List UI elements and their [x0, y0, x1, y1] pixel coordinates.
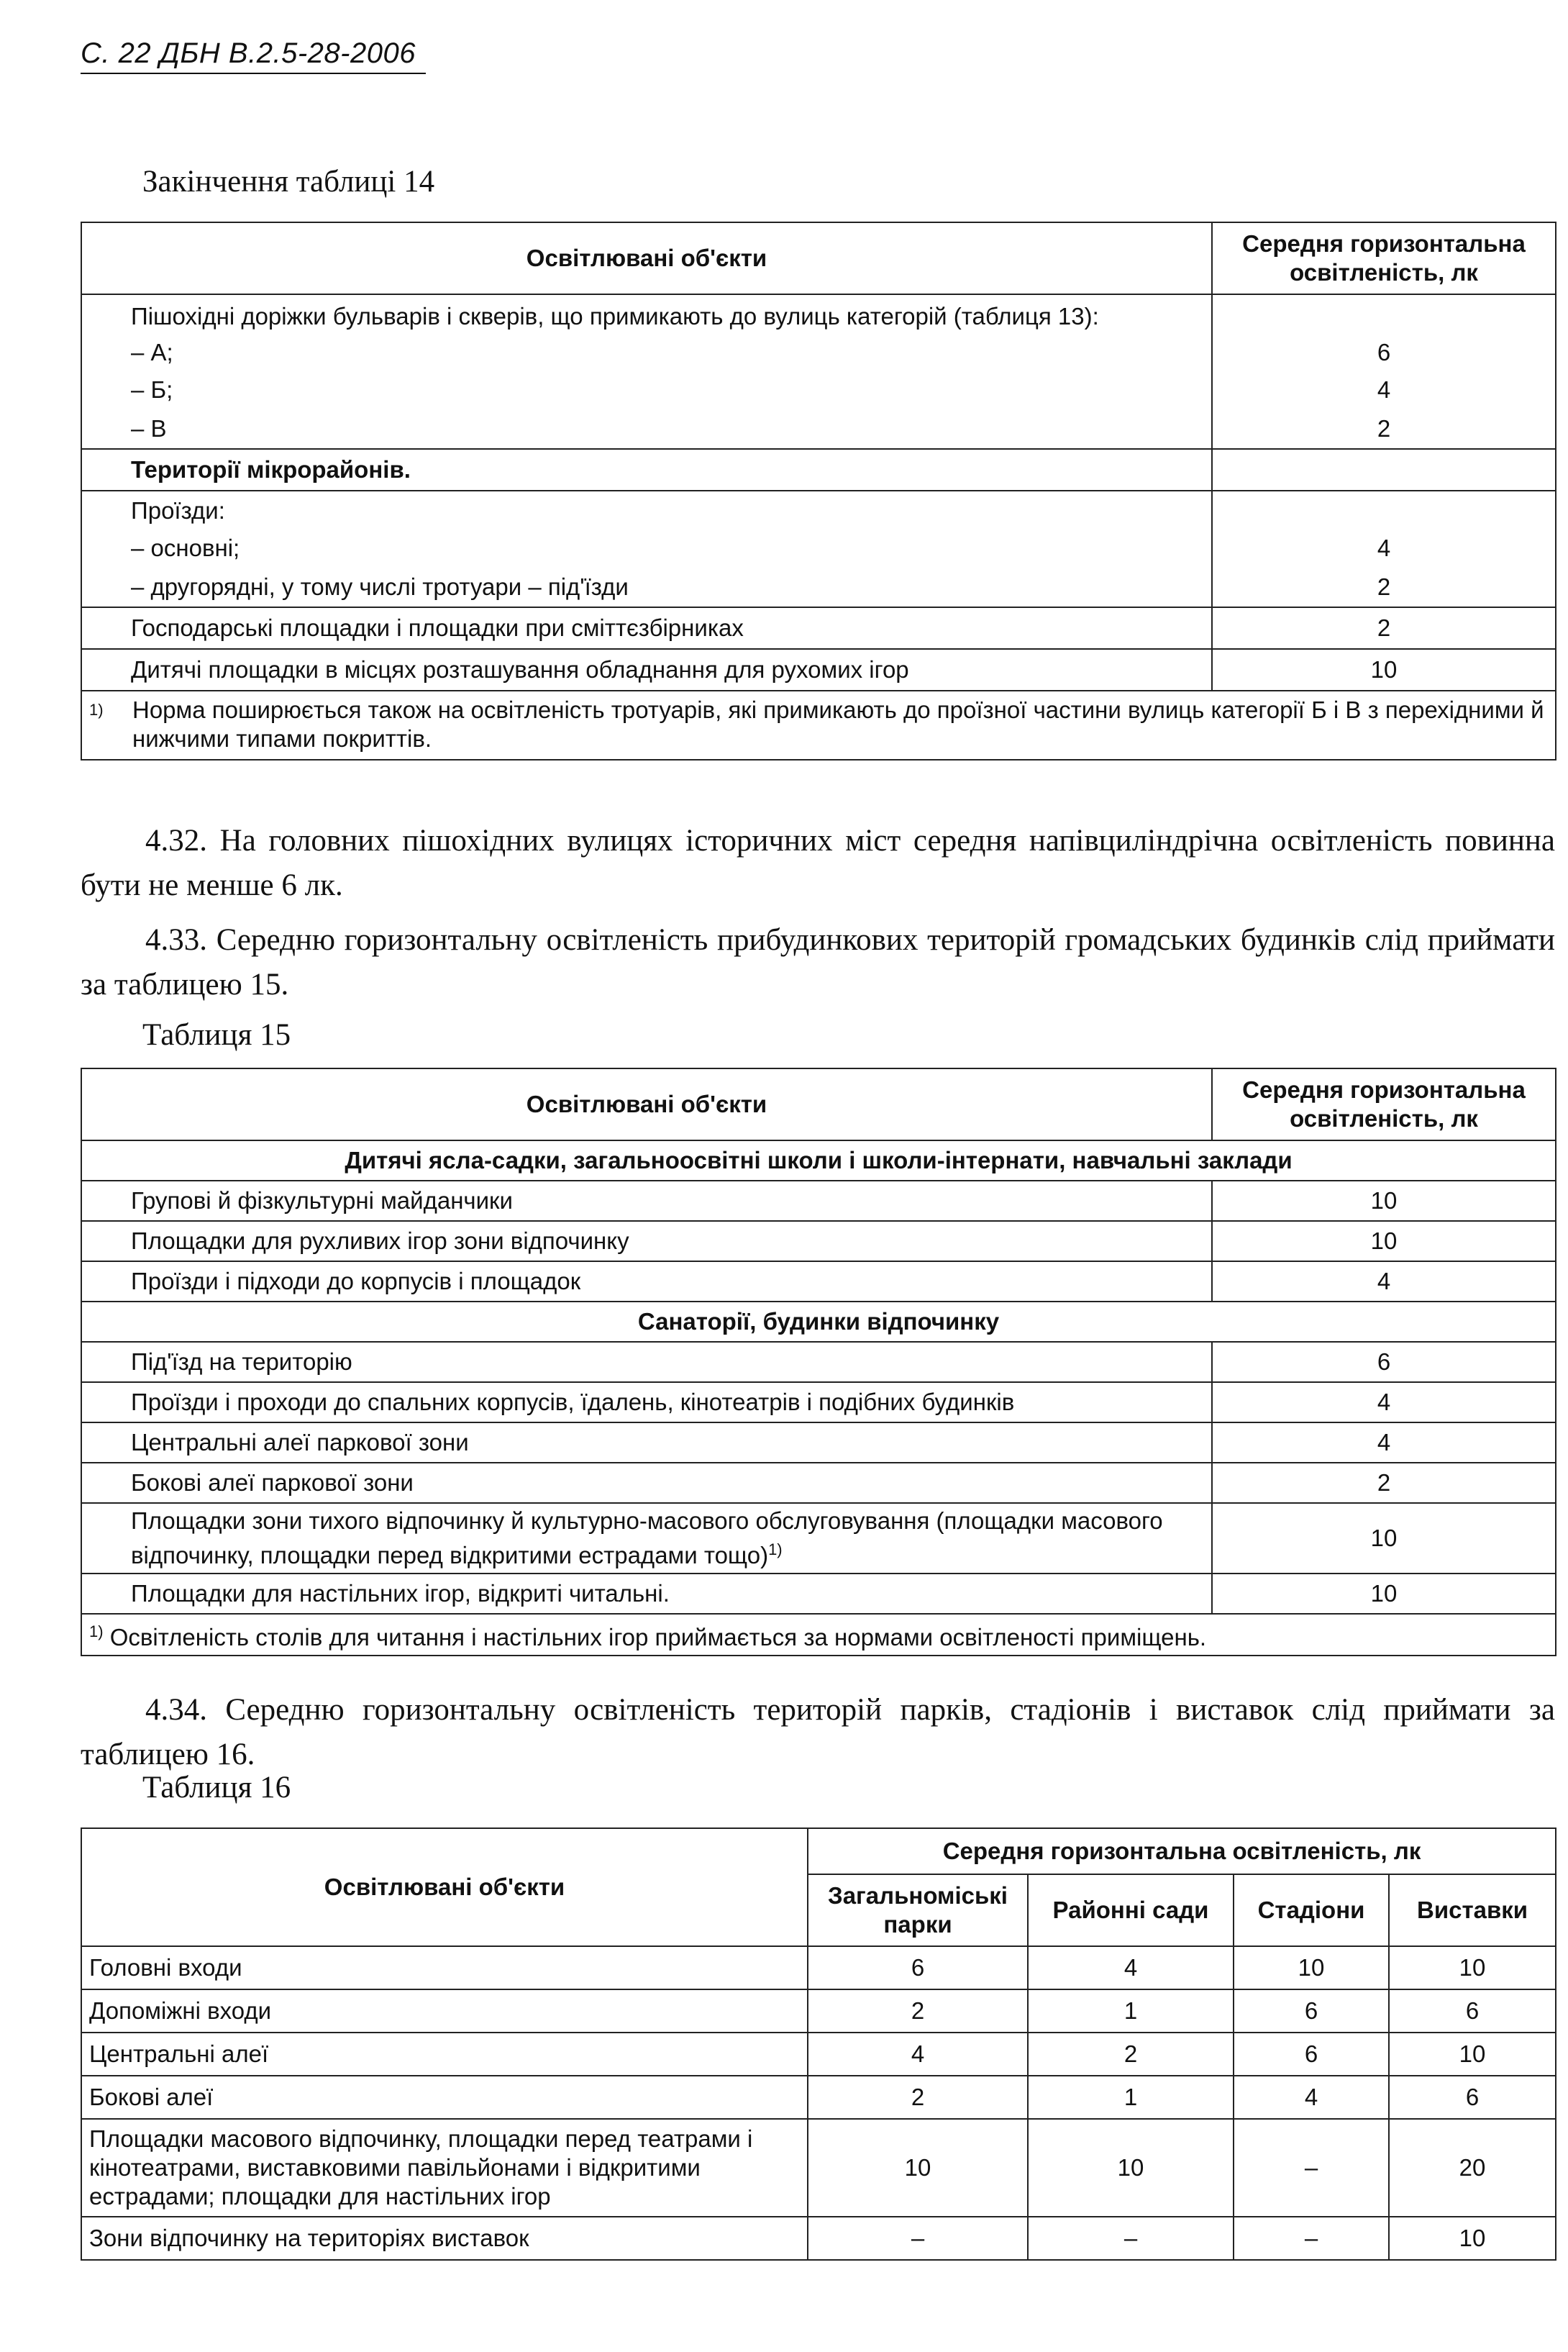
col-header-illuminance: Середня горизонтальна освітленість, лк [1212, 222, 1556, 294]
footnote-mark: 1) [768, 1540, 783, 1558]
table-row-value: 4 [1212, 371, 1556, 409]
table-cell: 10 [808, 2119, 1028, 2217]
table-row-value: 10 [1212, 1221, 1556, 1261]
table-row-value: 6 [1212, 334, 1556, 371]
table-cell: – [808, 2217, 1028, 2260]
table14-caption: Закінчення таблиці 14 [142, 165, 435, 199]
table-row-label: Бокові алеї [81, 2076, 808, 2119]
col-header-exhibitions: Виставки [1389, 1874, 1556, 1946]
footnote-text: Норма поширюється також на освітленість тротуарів, які примикають до проїзної частини вулиць категорії Б і В з перехідними й нижчими типами покриттів. [132, 696, 1544, 752]
table-footnote [81, 1614, 1556, 1656]
table-cell: 2 [808, 1989, 1028, 2033]
table-row-group-title: Проїзди: [81, 491, 1212, 530]
table-cell: 2 [1028, 2033, 1234, 2076]
table-row-label: Під'їзд на територію [81, 1342, 1212, 1382]
table-cell: 6 [808, 1946, 1028, 1989]
table-cell: – [1028, 2217, 1234, 2260]
table-row-label: – А; [81, 334, 1212, 371]
table-row-label: Зони відпочинку на територіях виставок [81, 2217, 808, 2260]
table-row-value: 2 [1212, 567, 1556, 607]
table-cell: 4 [1234, 2076, 1389, 2119]
table-row-label: Площадки для рухливих ігор зони відпочинку [81, 1221, 1212, 1261]
table-row-value: 4 [1212, 1382, 1556, 1422]
table-section-title: Території мікрорайонів. [81, 449, 1212, 491]
table-row-label: Проїзди і підходи до корпусів і площадок [81, 1261, 1212, 1302]
table-row-value: 2 [1212, 409, 1556, 449]
table-row-value: 10 [1212, 1503, 1556, 1574]
col-header-objects: Освітлювані об'єкти [81, 1828, 808, 1946]
row-label-text: Площадки зони тихого відпочинку й культурно-масового обслуговування (площадки масового відпочинку, площадки перед відкритими естрадами тощо) [131, 1507, 1163, 1568]
table-section-title: Дитячі ясла-садки, загальноосвітні школи і школи-інтернати, навчальні заклади [81, 1140, 1556, 1181]
table-cell: 1 [1028, 1989, 1234, 2033]
table-cell: 2 [808, 2076, 1028, 2119]
page-header: С. 22 ДБН В.2.5-28-2006 [81, 37, 426, 74]
table-cell: 6 [1234, 2033, 1389, 2076]
table-row-value: 4 [1212, 1422, 1556, 1463]
col-header-district-gardens: Районні сади [1028, 1874, 1234, 1946]
table-row-label: Площадки для настільних ігор, відкриті читальні. [81, 1574, 1212, 1614]
table-row-label: Групові й фізкультурні майданчики [81, 1181, 1212, 1221]
table-row-label: Господарські площадки і площадки при сміттєзбірниках [81, 607, 1212, 649]
table-cell: 10 [1028, 2119, 1234, 2217]
table-row-value: 2 [1212, 607, 1556, 649]
table-row-label: Бокові алеї паркової зони [81, 1463, 1212, 1503]
table-row-label: Центральні алеї паркової зони [81, 1422, 1212, 1463]
table-cell: 6 [1389, 1989, 1556, 2033]
table-cell: 10 [1234, 1946, 1389, 1989]
table-row-label: Дитячі площадки в місцях розташування обладнання для рухомих ігор [81, 649, 1212, 691]
table-row-label: Проїзди і проходи до спальних корпусів, їдалень, кінотеатрів і подібних будинків [81, 1382, 1212, 1422]
footnote-mark: 1) [89, 701, 104, 719]
table-row-value: 10 [1212, 1181, 1556, 1221]
table-row-value: 4 [1212, 1261, 1556, 1302]
table-row-label: Центральні алеї [81, 2033, 808, 2076]
table-row-value: 6 [1212, 1342, 1556, 1382]
table-row-label: – Б; [81, 371, 1212, 409]
table-cell: 20 [1389, 2119, 1556, 2217]
table-cell: 10 [1389, 2217, 1556, 2260]
table-row-label: – В [81, 409, 1212, 449]
table-row-label: Допоміжні входи [81, 1989, 808, 2033]
table-cell: 6 [1234, 1989, 1389, 2033]
table-row-label: Площадки масового відпочинку, площадки перед театрами і кінотеатрами, виставковими павільйонами і відкритими естрадами; площадки для настільних ігор [81, 2119, 808, 2217]
table-row-value: 10 [1212, 649, 1556, 691]
table-row-value: 4 [1212, 530, 1556, 567]
table-row-label: – основні; [81, 530, 1212, 567]
table-15 [81, 1068, 1556, 1656]
table-cell: 10 [1389, 1946, 1556, 1989]
table-cell: – [1234, 2119, 1389, 2217]
footnote-text: Освітленість столів для читання і настільних ігор приймається за нормами освітленості приміщень. [109, 1624, 1207, 1651]
table-section-title: Санаторії, будинки відпочинку [81, 1302, 1556, 1342]
paragraph-4-33: 4.33. Середню горизонтальну освітленість прибудинкових територій громадських будинків слід приймати за таблицею 15. [81, 923, 1555, 1002]
table-footnote [81, 691, 1556, 760]
table-cell: 4 [1028, 1946, 1234, 1989]
table-row-label: – другорядні, у тому числі тротуари – під'їзди [81, 567, 1212, 607]
col-header-city-parks: Загальноміські парки [808, 1874, 1028, 1946]
col-header-illuminance: Середня горизонтальна освітленість, лк [808, 1828, 1556, 1874]
paragraph-4-34: 4.34. Середню горизонтальну освітленість територій парків, стадіонів і виставок слід приймати за таблицею 16. [81, 1693, 1555, 1771]
footnote-mark: 1) [89, 1622, 104, 1640]
table-row-value: 2 [1212, 1463, 1556, 1503]
table-row-label: Головні входи [81, 1946, 808, 1989]
table16-caption: Таблиця 16 [142, 1771, 291, 1804]
table-row-group-title: Пішохідні доріжки бульварів і скверів, що примикають до вулиць категорій (таблиця 13): [81, 294, 1212, 334]
col-header-stadiums: Стадіони [1234, 1874, 1389, 1946]
col-header-objects: Освітлювані об'єкти [81, 1068, 1212, 1140]
table15-caption: Таблиця 15 [142, 1018, 291, 1052]
table-cell: 4 [808, 2033, 1028, 2076]
col-header-illuminance: Середня горизонтальна освітленість, лк [1212, 1068, 1556, 1140]
col-header-objects: Освітлювані об'єкти [81, 222, 1212, 294]
table-cell: – [1234, 2217, 1389, 2260]
table-row-value: 10 [1212, 1574, 1556, 1614]
table-cell: 10 [1389, 2033, 1556, 2076]
table-row-label [81, 1503, 1212, 1574]
table-cell: 1 [1028, 2076, 1234, 2119]
paragraph-4-32: 4.32. На головних пішохідних вулицях історичних міст середня напівциліндрічна освітленість повинна бути не менше 6 лк. [81, 824, 1555, 902]
table-14 [81, 222, 1556, 760]
table-16 [81, 1827, 1556, 2261]
table-cell: 6 [1389, 2076, 1556, 2119]
